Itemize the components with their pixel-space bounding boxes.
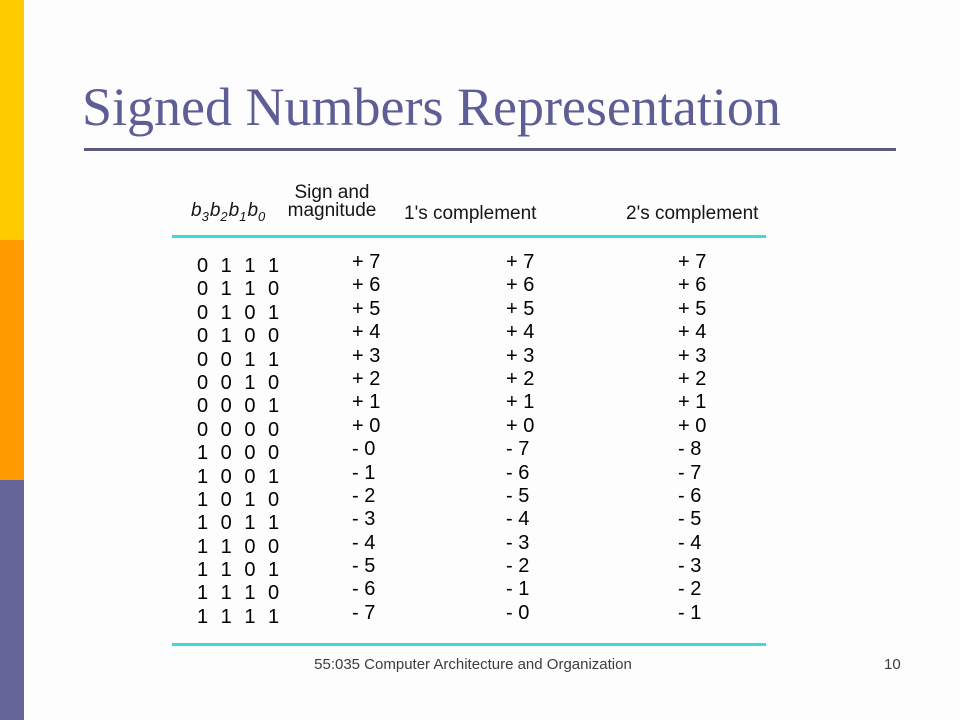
twos-complement-value: + 4 <box>678 321 707 344</box>
sign-magnitude-value: - 1 <box>352 461 376 484</box>
sign-magnitude-value: - 5 <box>352 555 376 578</box>
twos-complement-value: + 3 <box>678 344 707 367</box>
sign-magnitude-value: - 4 <box>352 531 376 554</box>
binary-value: 0 1 0 0 <box>197 325 281 348</box>
ones-complement-value: + 4 <box>506 321 535 344</box>
page-number: 10 <box>884 656 901 673</box>
binary-value: 1 0 1 1 <box>197 512 281 535</box>
slide-title: Signed Numbers Representation <box>82 77 781 137</box>
binary-value: 0 0 1 0 <box>197 371 281 394</box>
ones-complement-value: + 7 <box>506 251 535 273</box>
binary-value: 0 1 0 1 <box>197 301 281 324</box>
twos-complement-value: + 5 <box>678 297 707 320</box>
binary-value: 0 1 1 0 <box>197 278 281 301</box>
twos-complement-value: - 6 <box>678 484 702 507</box>
twos-complement-value: + 1 <box>678 391 707 414</box>
sign-magnitude-value: - 6 <box>352 578 376 601</box>
sign-magnitude-header-line1: Sign and <box>294 182 370 203</box>
column-header-ones-complement: 1's complement <box>404 203 537 224</box>
twos-complement-value: + 7 <box>678 251 707 273</box>
sign-magnitude-value: + 4 <box>352 321 381 344</box>
sign-magnitude-header-line2: magnitude <box>287 200 377 221</box>
twos-complement-value: - 7 <box>678 461 702 484</box>
binary-value: 1 0 0 1 <box>197 465 281 488</box>
sign-magnitude-value: + 7 <box>352 251 381 273</box>
twos-complement-value: - 5 <box>678 508 702 531</box>
ones-complement-value: + 6 <box>506 274 535 297</box>
ones-complement-value: - 4 <box>506 508 530 531</box>
twos-complement-column <box>678 251 706 625</box>
ones-complement-value: + 2 <box>506 367 535 390</box>
sign-magnitude-value: - 0 <box>352 438 376 461</box>
binary-value: 1 0 1 0 <box>197 488 281 511</box>
ones-complement-value: - 3 <box>506 531 530 554</box>
ones-complement-value: - 2 <box>506 555 530 578</box>
sign-magnitude-value: - 2 <box>352 484 376 507</box>
table-top-rule <box>172 235 766 238</box>
binary-value: 1 1 1 1 <box>197 605 281 628</box>
ones-complement-value: - 1 <box>506 578 530 601</box>
sign-magnitude-value: + 2 <box>352 367 381 390</box>
ones-complement-value: + 1 <box>506 391 535 414</box>
sign-magnitude-value: + 3 <box>352 344 381 367</box>
binary-value: 0 0 1 1 <box>197 348 281 371</box>
binary-value: 0 0 0 0 <box>197 418 281 441</box>
binary-value: 1 1 0 0 <box>197 535 281 558</box>
ones-complement-value: - 0 <box>506 601 530 624</box>
binary-bit-label: $b_1$ <box>228 200 248 224</box>
binary-value: 0 1 1 1 <box>197 255 281 277</box>
ones-complement-value: - 6 <box>506 461 530 484</box>
binary-value: 0 0 0 1 <box>197 395 281 418</box>
binary-bit-label: $b_0$ <box>247 200 267 224</box>
twos-complement-value: + 6 <box>678 274 707 297</box>
column-header-sign-magnitude <box>280 184 384 220</box>
twos-complement-value: - 2 <box>678 578 702 601</box>
column-header-binary <box>191 200 266 224</box>
binary-value: 1 0 0 0 <box>197 442 281 465</box>
ones-complement-value: - 7 <box>506 438 530 461</box>
ones-complement-value: + 5 <box>506 297 535 320</box>
column-header-twos-complement: 2's complement <box>626 203 759 224</box>
ones-complement-value: + 3 <box>506 344 535 367</box>
sign-magnitude-value: - 7 <box>352 601 376 624</box>
binary-bit-label: $b_2$ <box>209 200 229 224</box>
twos-complement-value: + 0 <box>678 414 707 437</box>
sign-magnitude-value: + 5 <box>352 297 381 320</box>
binary-column <box>197 255 281 629</box>
ones-complement-value: - 5 <box>506 484 530 507</box>
sign-magnitude-column <box>352 251 380 625</box>
sign-magnitude-value: + 0 <box>352 414 381 437</box>
left-accent-bar <box>0 0 24 720</box>
twos-complement-value: - 1 <box>678 601 702 624</box>
table-bottom-rule <box>172 643 766 646</box>
twos-complement-value: + 2 <box>678 367 707 390</box>
accent-segment-purple <box>0 480 24 720</box>
accent-segment-yellow <box>0 0 24 240</box>
sign-magnitude-value: - 3 <box>352 508 376 531</box>
accent-segment-orange <box>0 240 24 480</box>
twos-complement-value: - 4 <box>678 531 702 554</box>
sign-magnitude-value: + 6 <box>352 274 381 297</box>
sign-magnitude-value: + 1 <box>352 391 381 414</box>
ones-complement-column <box>506 251 534 625</box>
binary-bit-label: $b_3$ <box>191 200 210 224</box>
binary-value: 1 1 0 1 <box>197 559 281 582</box>
binary-value: 1 1 1 0 <box>197 582 281 605</box>
footer-course-label: 55:035 Computer Architecture and Organization <box>314 656 632 673</box>
twos-complement-value: - 8 <box>678 438 702 461</box>
title-underline <box>84 148 896 151</box>
ones-complement-value: + 0 <box>506 414 535 437</box>
twos-complement-value: - 3 <box>678 555 702 578</box>
